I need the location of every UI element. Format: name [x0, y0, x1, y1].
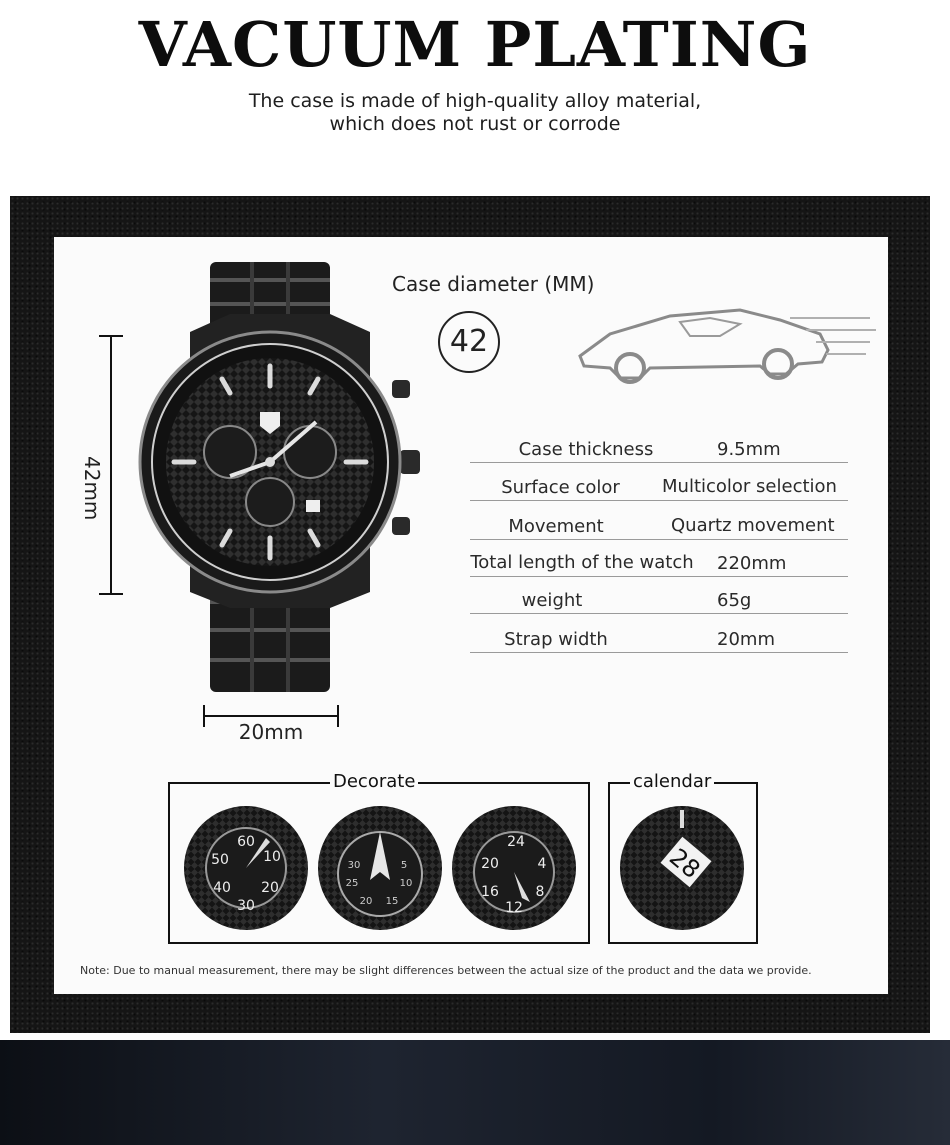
dial-3-number: 12 — [505, 900, 523, 916]
spec-value: 9.5mm — [717, 439, 781, 460]
dial-3-number: 4 — [537, 856, 547, 872]
case-diameter-value: 42 — [438, 311, 500, 373]
sports-car-sketch — [570, 290, 880, 390]
dial-2-number: 25 — [345, 878, 359, 889]
page-title: VACUUM PLATING — [138, 8, 812, 81]
dial-2-number: 20 — [359, 896, 373, 907]
dial-1-number: 30 — [237, 898, 255, 914]
dial-3-number: 8 — [535, 884, 545, 900]
height-dimension-label: 42mm — [80, 456, 104, 521]
spec-label: Total length of the watch — [470, 552, 694, 573]
dial-3-number: 20 — [481, 856, 499, 872]
width-dimension-label: 20mm — [238, 720, 304, 744]
spec-label: weight — [521, 590, 583, 611]
case-diameter-label: Case diameter (MM) — [392, 272, 595, 296]
dial-1-number: 50 — [211, 852, 229, 868]
spec-value: Quartz movement — [671, 515, 835, 536]
dial-3-number: 24 — [507, 834, 525, 850]
spec-value: 20mm — [717, 629, 775, 650]
spec-label: Strap width — [504, 629, 608, 650]
spec-label: Case thickness — [518, 439, 654, 460]
dial-2-number: 15 — [385, 896, 399, 907]
spec-value: 65g — [717, 590, 752, 611]
dial-3-number: 16 — [481, 884, 499, 900]
watch-illustration — [130, 262, 430, 702]
spec-label: Surface color — [501, 477, 620, 498]
dial-1-number: 10 — [263, 849, 281, 865]
spec-value: 220mm — [717, 553, 787, 574]
spec-label: Movement — [508, 516, 604, 537]
subtitle-line-2: which does not rust or corrode — [329, 113, 621, 135]
dial-1-number: 60 — [237, 834, 255, 850]
subtitle-line-1: The case is made of high-quality alloy material, — [248, 90, 702, 112]
next-section-preview — [0, 1040, 950, 1145]
dial-2-number: 10 — [399, 878, 413, 889]
dial-2-number: 30 — [347, 860, 361, 871]
spec-value: Multicolor selection — [662, 476, 837, 497]
measurement-note: Note: Due to manual measurement, there may be slight differences between the actual size of the product and the data we provide. — [80, 964, 812, 977]
calendar-date: 28 — [664, 842, 706, 885]
detail-dial-3 — [452, 806, 576, 930]
detail-dial-1 — [184, 806, 308, 930]
decorate-title: Decorate — [330, 771, 418, 792]
dial-2-number: 5 — [400, 860, 408, 871]
dial-1-number: 40 — [213, 880, 231, 896]
calendar-title: calendar — [630, 771, 714, 792]
decorate-detail-dials — [184, 806, 584, 932]
calendar-detail-dial — [620, 806, 744, 930]
dial-1-number: 20 — [261, 880, 279, 896]
detail-dial-2 — [318, 806, 442, 930]
